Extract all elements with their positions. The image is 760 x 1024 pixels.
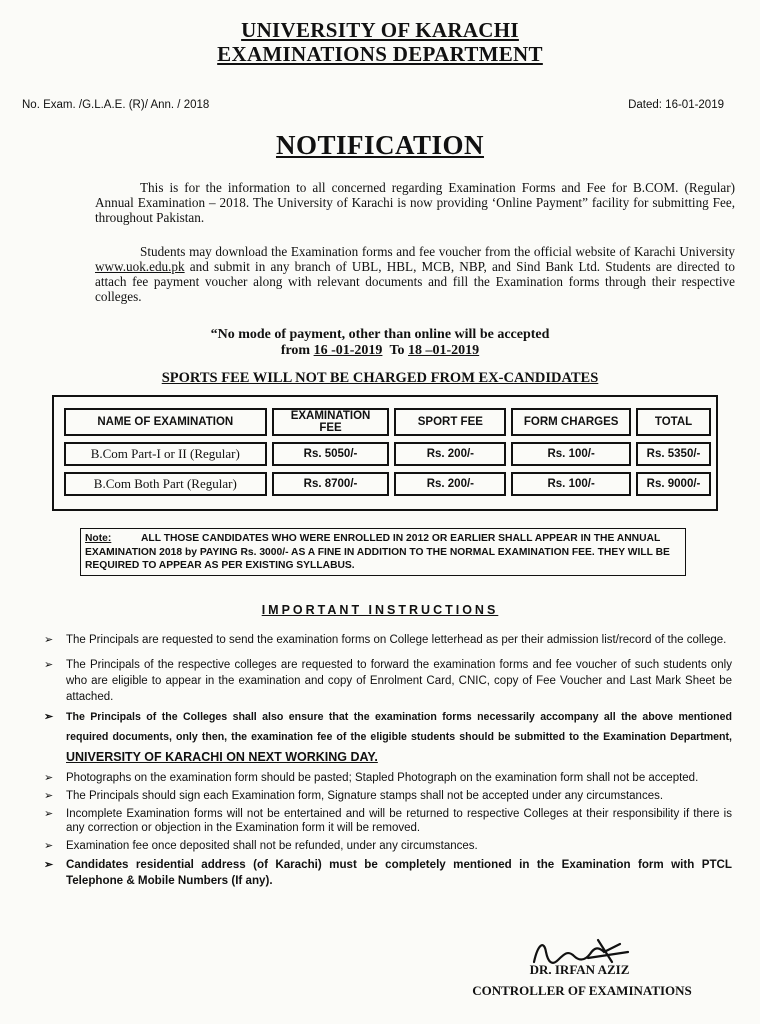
paragraph-text-part2: and submit in any branch of UBL, HBL, MCB, NBP, and Sind Bank Ltd. Students are directed to attach fee payment voucher along with relevant documents and fill the Examination forms through their respective colleges.	[95, 259, 735, 304]
instruction-text: Photographs on the examination form should be pasted; Stapled Photograph on the examination form shall not be accepted.	[66, 772, 699, 784]
list-item	[44, 771, 732, 785]
table-cell: B.Com Part-I or II (Regular)	[64, 442, 267, 466]
instruction-text: The Principals are requested to send the examination forms on College letterhead as per their admission list/record of the college.	[66, 634, 727, 646]
date-line: Dated: 16-01-2019	[628, 99, 724, 111]
department-name: EXAMINATIONS DEPARTMENT	[217, 42, 543, 66]
instruction-text: The Principals of the Colleges shall also ensure that the examination forms necessarily accompany all the above mentioned required documents, only then, the examination fee of the eligible students should be submitted to the Examination Department,	[66, 711, 732, 743]
fee-table	[59, 402, 716, 502]
fee-table-frame	[52, 395, 718, 511]
table-cell: Rs. 5350/-	[636, 442, 711, 466]
website-link[interactable]: www.uok.edu.pk	[95, 259, 185, 274]
arrow-bullet-icon: ➢	[44, 859, 54, 871]
list-item	[44, 839, 732, 853]
table-cell: Rs. 5050/-	[272, 442, 390, 466]
paragraph-online-payment: This is for the information to all concerned regarding Examination Forms and Fee for B.COM. (Regular) Annual Examination – 2018. The University of Karachi is now providing ‘Online Payment” facility for submitting Fee, throughout Pakistan.	[95, 180, 735, 225]
arrow-bullet-icon: ➢	[44, 711, 54, 723]
header-sport-fee: SPORT FEE	[394, 408, 506, 436]
table-cell: Rs. 9000/-	[636, 472, 711, 496]
list-item	[44, 789, 732, 803]
sports-fee-notice: SPORTS FEE WILL NOT BE CHARGED FROM EX-CANDIDATES	[161, 370, 599, 386]
header-examination-fee: EXAMINATION FEE	[272, 408, 390, 436]
note-text: ALL THOSE CANDIDATES WHO WERE ENROLLED IN 2012 OR EARLIER SHALL APPEAR IN THE ANNUAL EXAMINATION 2018 by PAYING Rs. 3000/- AS A FINE IN ADDITION TO THE NORMAL EXAMINATION FEE. THEY WILL BE REQUIRED TO APPEAR AS PER EXISTING SYLLABUS.	[85, 533, 670, 571]
signatory-name: DR. IRFAN AZIZ	[529, 962, 630, 977]
signatory-title: CONTROLLER OF EXAMINATIONS	[472, 983, 692, 998]
list-item	[44, 657, 732, 705]
header-total: TOTAL	[636, 408, 711, 436]
table-cell: Rs. 200/-	[394, 472, 506, 496]
to-date: 18 –01-2019	[408, 343, 480, 358]
payment-notice-dates	[0, 343, 760, 359]
arrow-bullet-icon: ➢	[44, 634, 54, 646]
fine-note-box	[80, 528, 686, 576]
reference-number: No. Exam. /G.L.A.E. (R)/ Ann. / 2018	[22, 99, 210, 111]
arrow-bullet-icon: ➢	[44, 772, 54, 784]
table-cell: Rs. 8700/-	[272, 472, 390, 496]
instruction-text: Candidates residential address (of Karachi) must be completely mentioned in the Examination form with PTCL Telephone & Mobile Numbers (If any).	[66, 858, 732, 887]
instructions-title: IMPORTANT INSTRUCTIONS	[261, 603, 499, 617]
table-row	[64, 472, 711, 496]
table-cell: Rs. 200/-	[394, 442, 506, 466]
list-item	[44, 630, 732, 651]
document-title: NOTIFICATION	[275, 130, 485, 160]
instruction-text: Examination fee once deposited shall not be refunded, under any circumstances.	[66, 840, 478, 852]
arrow-bullet-icon: ➢	[44, 808, 54, 820]
list-item	[44, 707, 732, 768]
table-header-row	[64, 408, 711, 436]
from-date: 16 -01-2019	[313, 343, 383, 358]
table-cell: B.Com Both Part (Regular)	[64, 472, 267, 496]
paragraph-text-part1: Students may download the Examination forms and fee voucher from the official website of Karachi University	[140, 244, 735, 259]
note-label: Note:	[85, 533, 112, 544]
header-form-charges: FORM CHARGES	[511, 408, 631, 436]
list-item	[44, 857, 732, 889]
payment-notice	[0, 327, 760, 359]
table-cell: Rs. 100/-	[511, 472, 631, 496]
instruction-text: The Principals should sign each Examination form, Signature stamps shall not be accepted under any circumstances.	[66, 790, 664, 802]
instruction-text: The Principals of the respective colleges are requested to forward the examination forms and fee voucher of such students only who are eligible to appear in the examination and copy of Enrolment Card, CNIC, copy of Fee Voucher and Last Mark Sheet be attached.	[66, 659, 732, 703]
instruction-text: Incomplete Examination forms will not be entertained and will be returned to respective Colleges at their responsibility if there is any correction or objection in the Examination form it will be removed.	[66, 808, 732, 834]
to-label: To	[389, 343, 405, 358]
payment-notice-line1: “No mode of payment, other than online will be accepted	[210, 327, 550, 342]
paragraph-download-forms	[95, 244, 735, 304]
list-item	[44, 807, 732, 835]
arrow-bullet-icon: ➢	[44, 790, 54, 802]
arrow-bullet-icon: ➢	[44, 840, 54, 852]
header-name-of-examination: NAME OF EXAMINATION	[64, 408, 267, 436]
arrow-bullet-icon: ➢	[44, 659, 54, 671]
instruction-emphasis: UNIVERSITY OF KARACHI ON NEXT WORKING DAY.	[66, 750, 378, 764]
table-row	[64, 442, 711, 466]
from-label: from	[280, 343, 311, 358]
instructions-list	[44, 630, 732, 889]
university-name: UNIVERSITY OF KARACHI	[241, 18, 519, 42]
table-cell: Rs. 100/-	[511, 442, 631, 466]
